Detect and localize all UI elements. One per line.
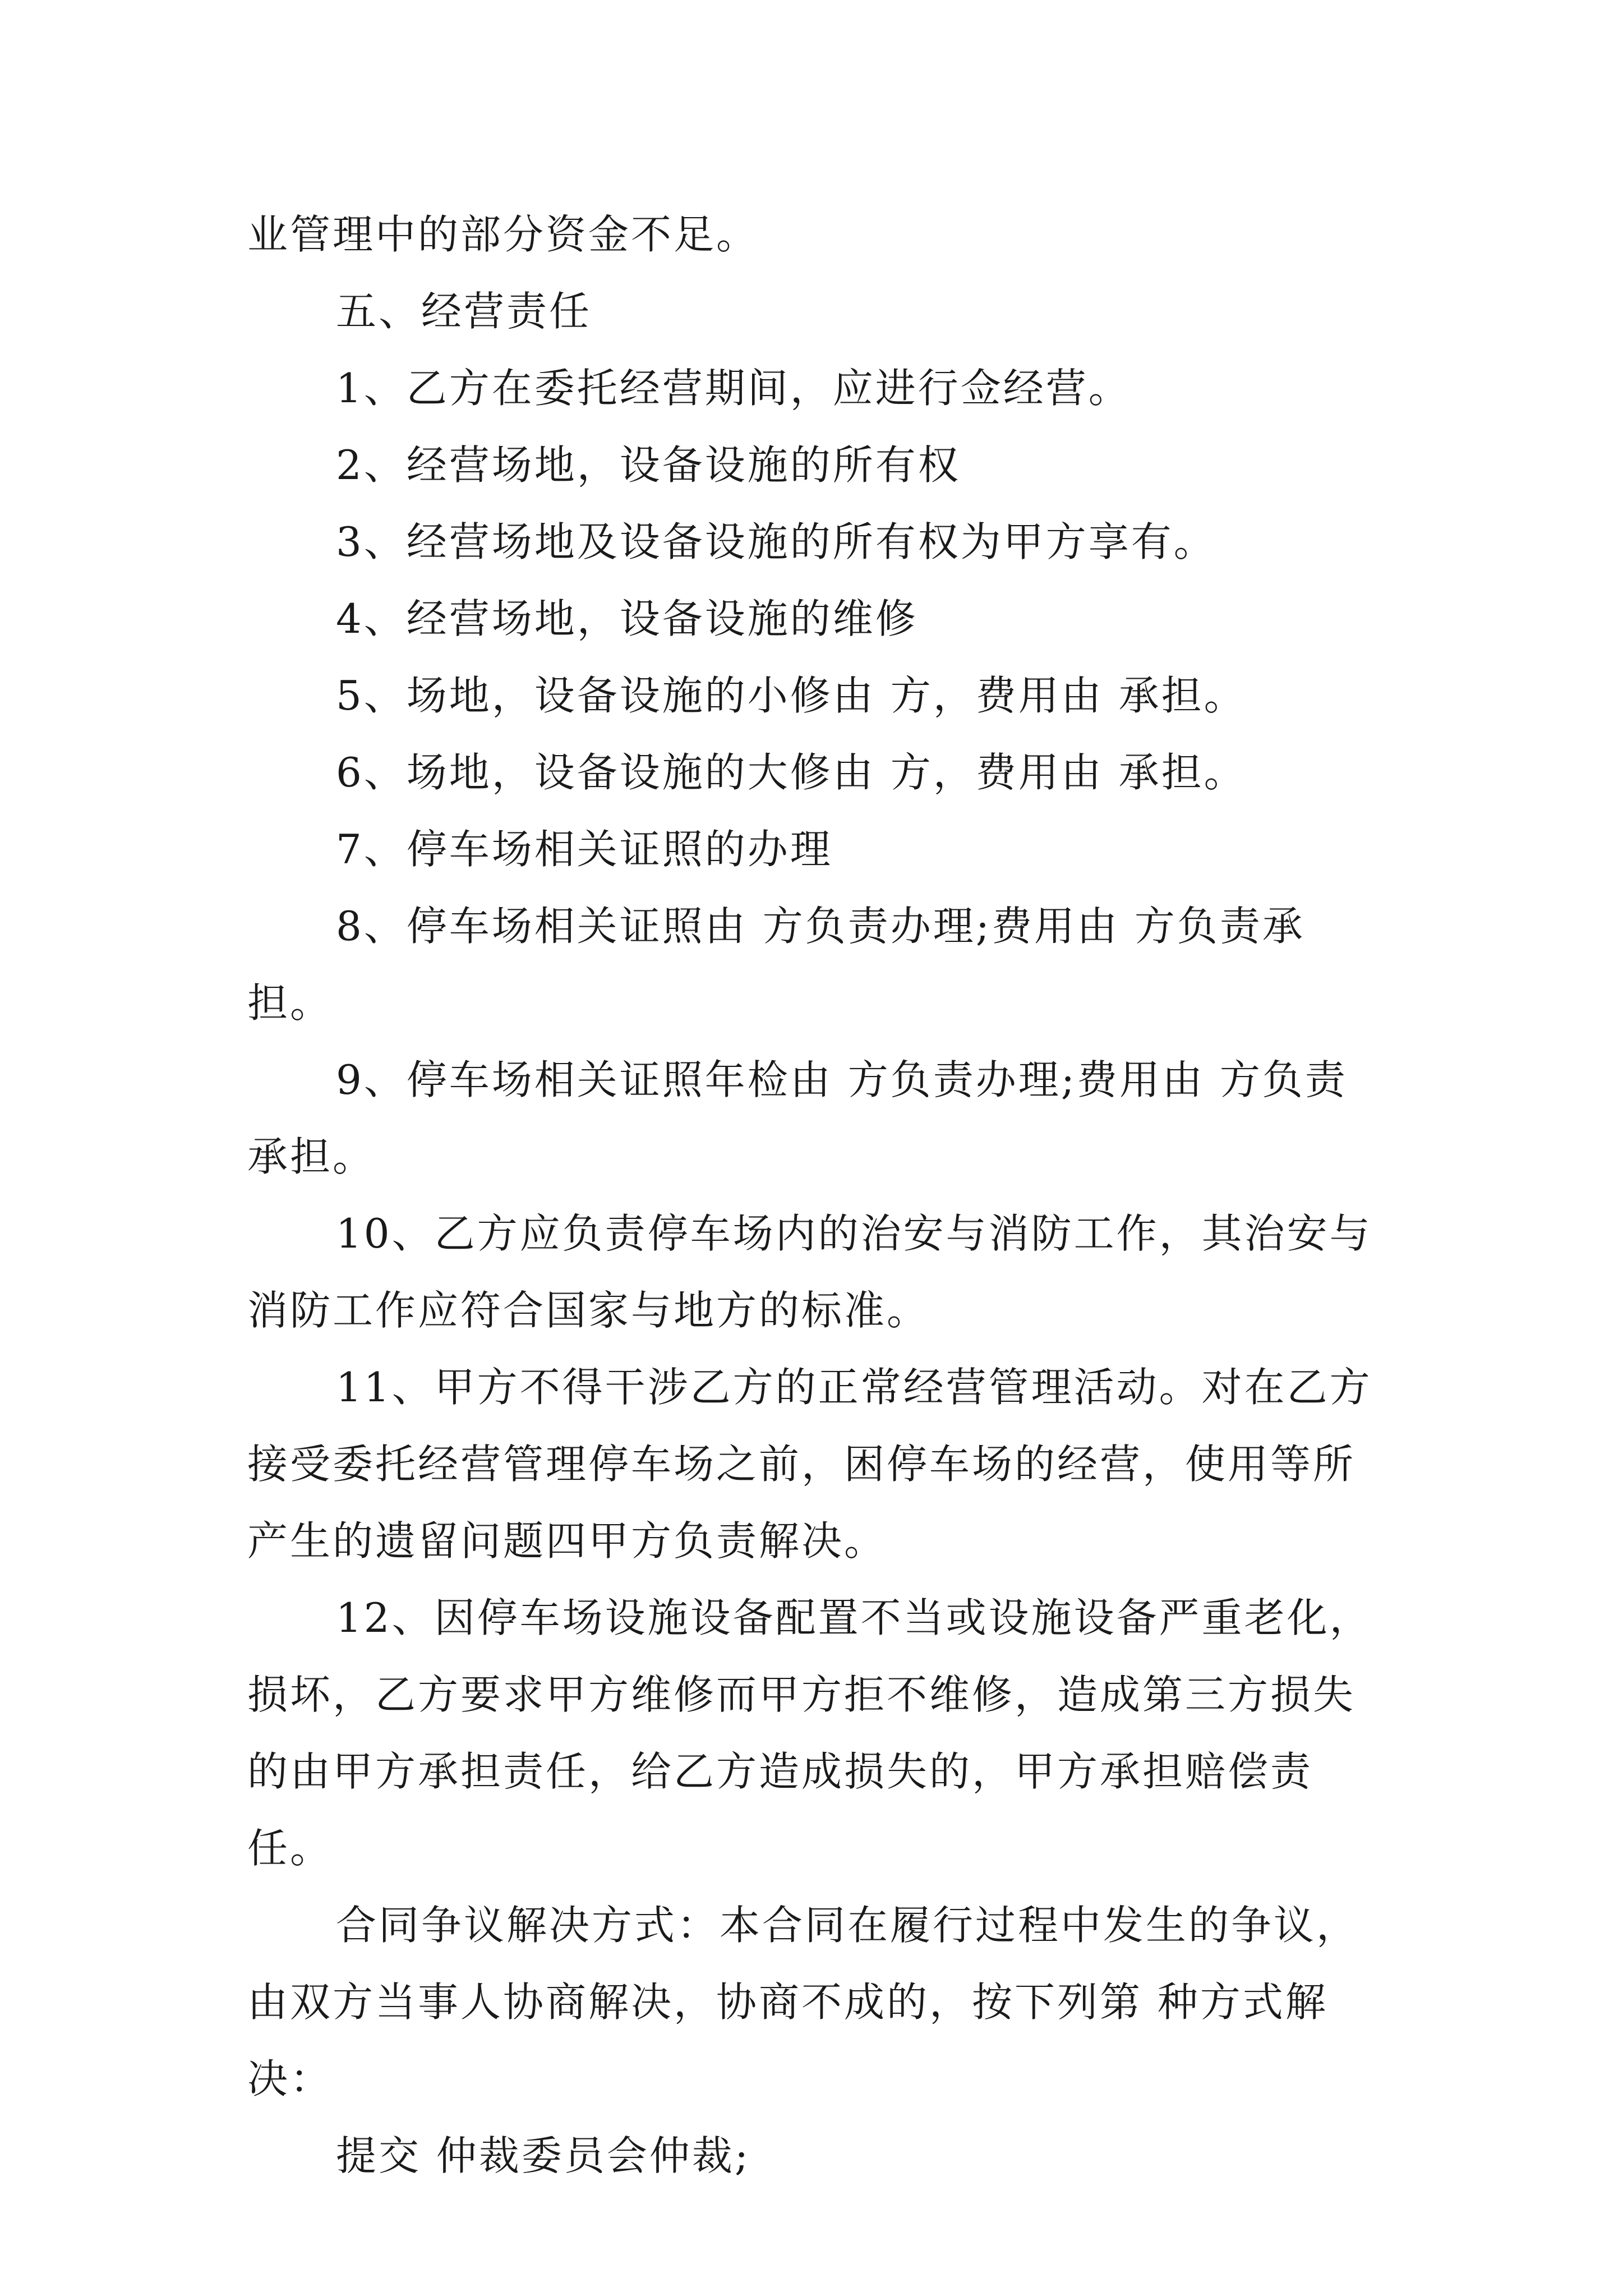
clause-8: 8、停车场相关证照由 方负责办理;费用由 方负责承担。 bbox=[247, 903, 1305, 1027]
paragraph-continuation: 业管理中的部分资金不足。 bbox=[247, 211, 759, 258]
clause-6: 6、场地，设备设施的大修由 方，费用由 承担。 bbox=[336, 749, 1247, 796]
section-heading-business-responsibility: 五、经营责任 bbox=[336, 288, 592, 335]
clause-3: 3、经营场地及设备设施的所有权为甲方享有。 bbox=[336, 518, 1216, 565]
dispute-resolution-paragraph: 合同争议解决方式：本合同在履行过程中发生的争议，由双方当事人协商解决，协商不成的，按下列第 种方式解决： bbox=[247, 1902, 1359, 2102]
clause-4: 4、经营场地，设备设施的维修 bbox=[336, 595, 918, 642]
clause-11: 11、甲方不得干涉乙方的正常经营管理活动。对在乙方接受委托经营管理停车场之前，困停车场的经营，使用等所产生的遗留问题四甲方负责解决。 bbox=[247, 1364, 1372, 1565]
clause-5: 5、场地，设备设施的小修由 方，费用由 承担。 bbox=[336, 672, 1247, 719]
clause-7: 7、停车场相关证照的办理 bbox=[336, 826, 833, 873]
clause-9: 9、停车场相关证照年检由 方负责办理;费用由 方负责承担。 bbox=[247, 1056, 1348, 1180]
arbitration-option: 提交 仲裁委员会仲裁; bbox=[336, 2132, 751, 2179]
clause-2: 2、经营场地，设备设施的所有权 bbox=[336, 441, 961, 489]
clause-12: 12、因停车场设施设备配置不当或设施设备严重老化，损坏，乙方要求甲方维修而甲方拒不维修，造成第三方损失的由甲方承担责任，给乙方造成损失的，甲方承担赔偿责任。 bbox=[247, 1594, 1372, 1872]
clause-10: 10、乙方应负责停车场内的治安与消防工作，其治安与消防工作应符合国家与地方的标准。 bbox=[247, 1210, 1372, 1334]
document-body bbox=[247, 196, 1386, 2194]
clause-1: 1、乙方在委托经营期间，应进行佥经营。 bbox=[336, 365, 1131, 412]
